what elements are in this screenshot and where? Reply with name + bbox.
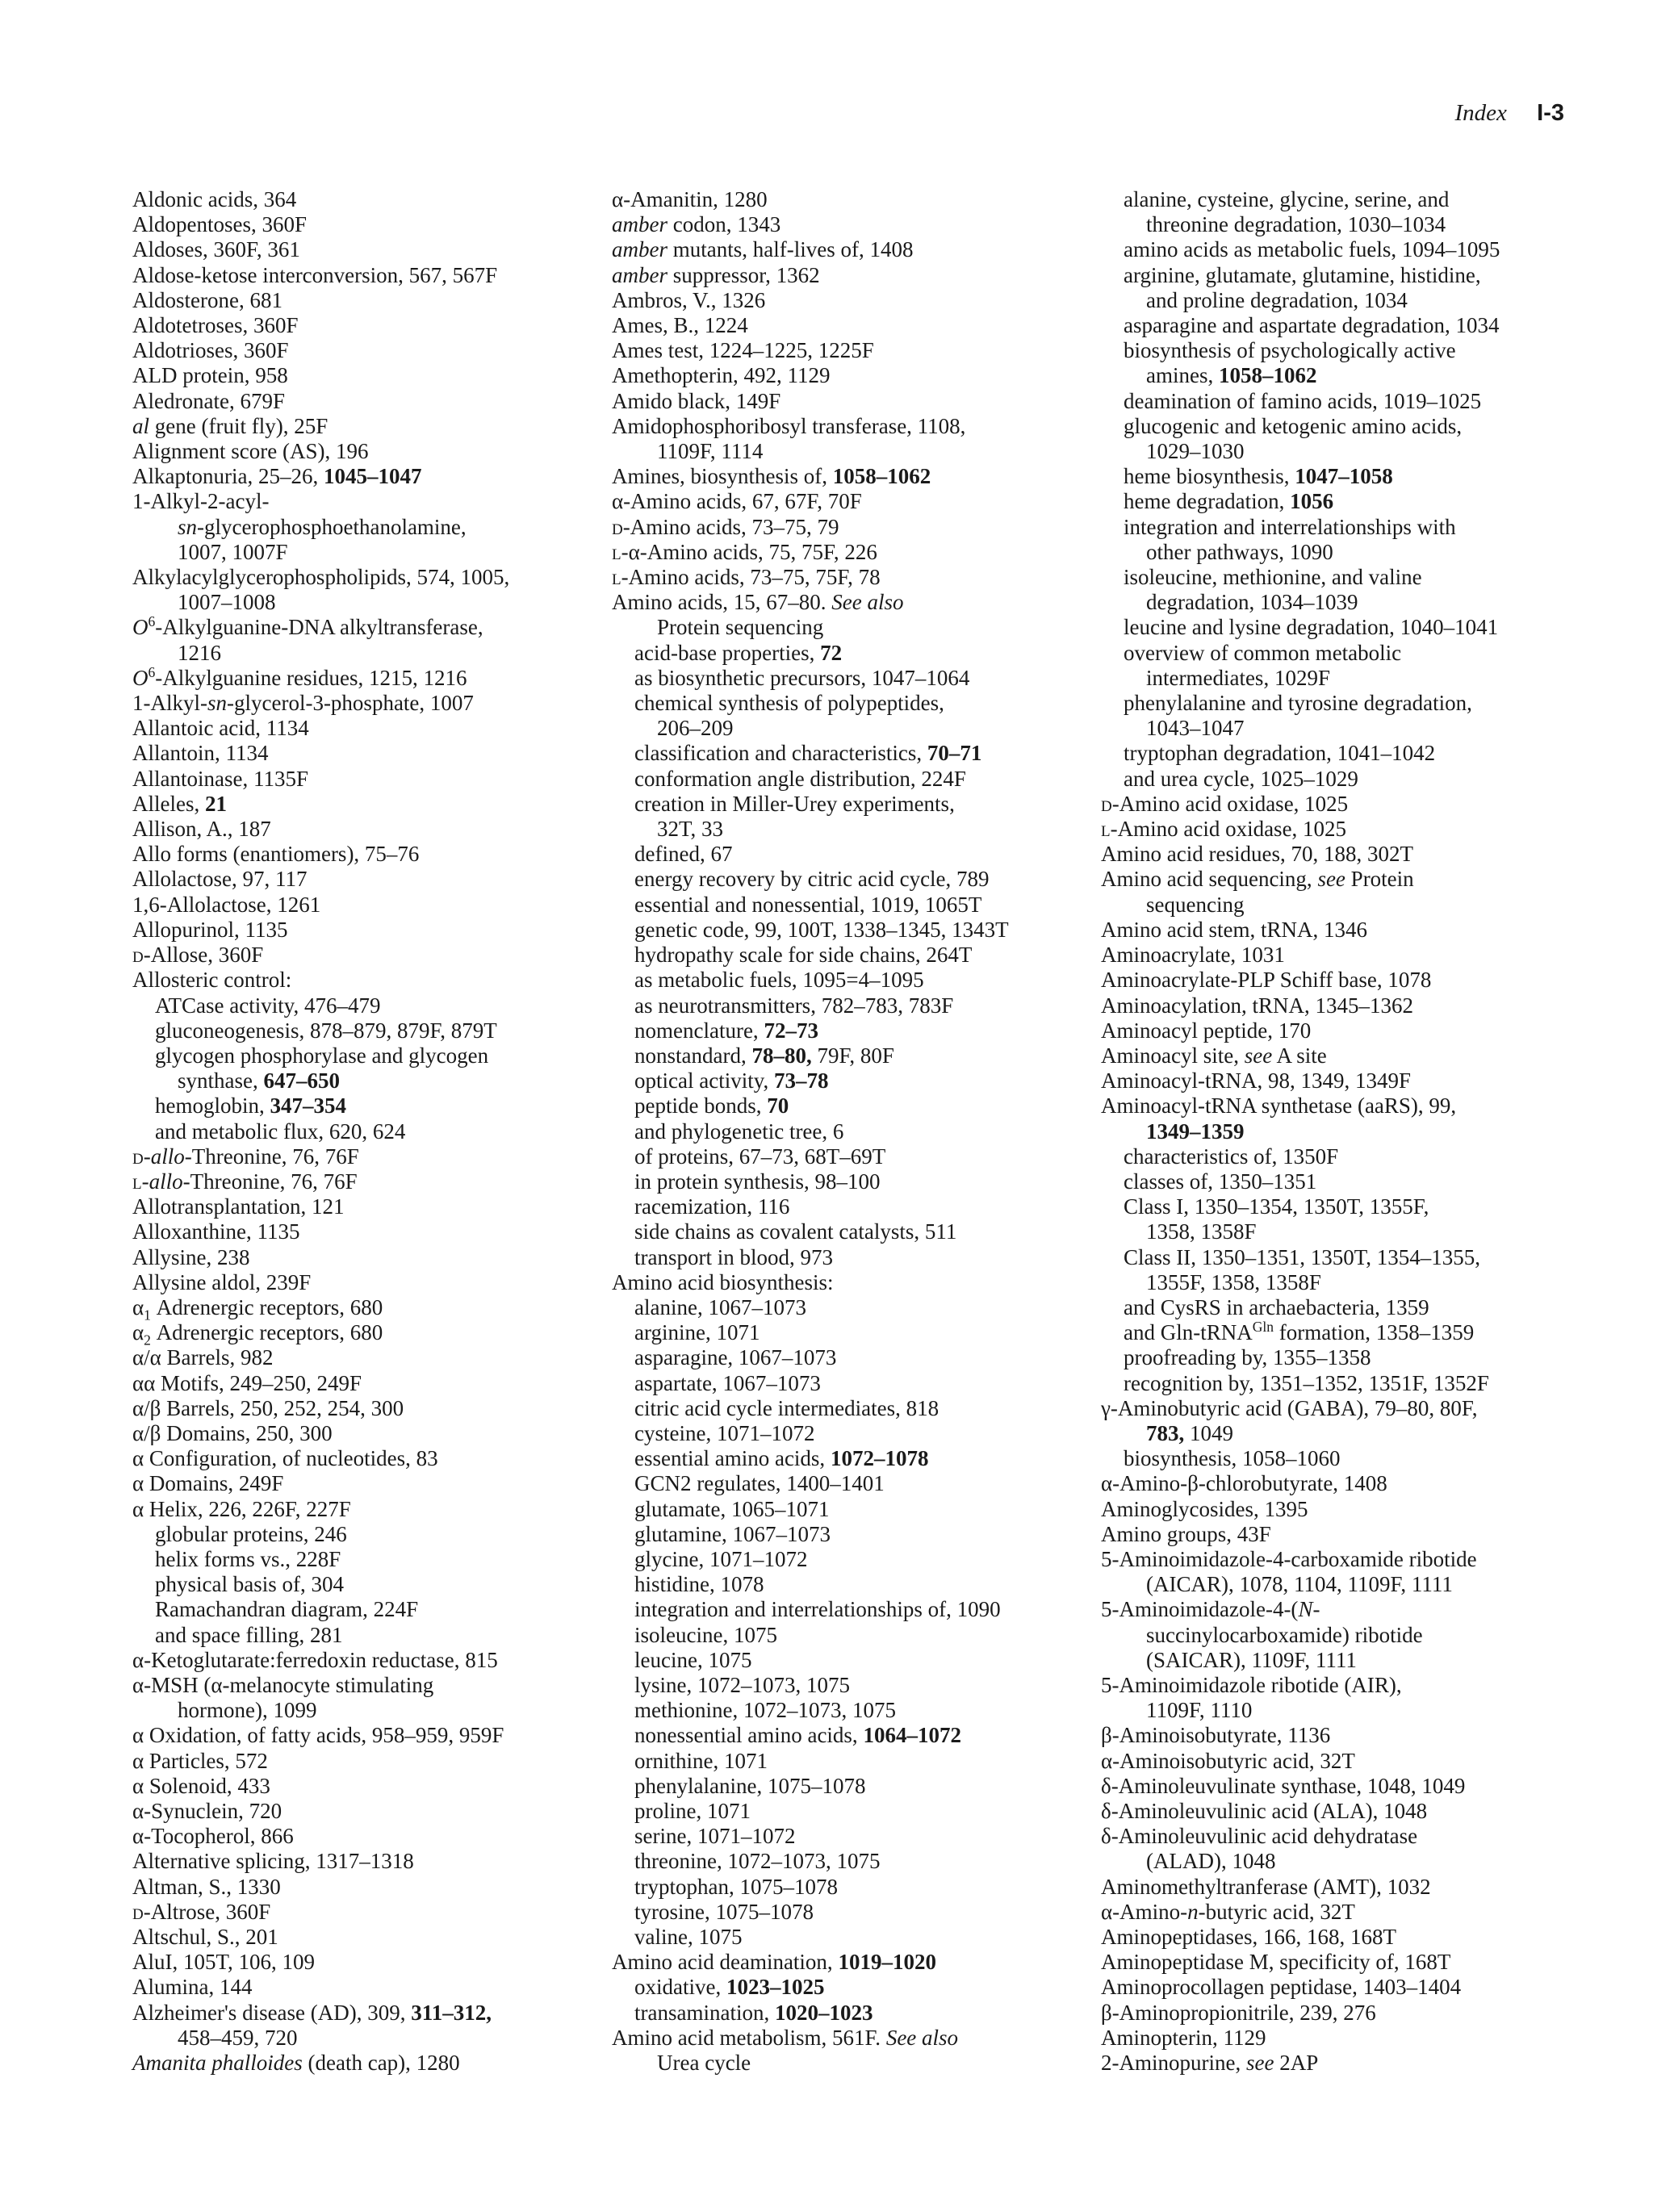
index-subentry: proofreading by, 1355–1358 (1124, 1345, 1371, 1370)
index-subentry: oxidative, 1023–1025 (634, 1975, 825, 2000)
index-entry: α/β Barrels, 250, 252, 254, 300 (132, 1395, 404, 1420)
index-entry: Allotransplantation, 121 (132, 1194, 345, 1219)
index-entry: Amino acid metabolism, 561F. See also (612, 2025, 959, 2050)
index-subentry: and space filling, 281 (155, 1622, 343, 1647)
index-entry: Amino acid residues, 70, 188, 302T (1101, 842, 1413, 867)
index-entry: Ames, B., 1224 (612, 313, 748, 338)
index-subentry: defined, 67 (634, 842, 733, 867)
index-entry: Altschul, S., 201 (132, 1925, 278, 1950)
index-entry: amber mutants, half-lives of, 1408 (612, 237, 914, 262)
index-entry: αα Motifs, 249–250, 249F (132, 1370, 362, 1395)
index-subentry: nomenclature, 72–73 (634, 1018, 818, 1043)
index-subentry: phenylalanine, 1075–1078 (634, 1773, 866, 1798)
index-subentry: essential amino acids, 1072–1078 (634, 1446, 929, 1471)
index-subentry: and metabolic flux, 620, 624 (155, 1119, 406, 1144)
index-entry: Aledronate, 679F (132, 388, 285, 413)
index-subentry: glutamine, 1067–1073 (634, 1521, 831, 1546)
index-subentry: as biosynthetic precursors, 1047–1064 (634, 665, 970, 690)
index-subentry: synthase, 647–650 (178, 1068, 340, 1093)
index-subentry: transamination, 1020–1023 (634, 2000, 873, 2025)
index-entry: δ-Aminoleuvulinic acid dehydratase (1101, 1824, 1418, 1849)
index-subentry: leucine, 1075 (634, 1647, 752, 1672)
index-subentry: of proteins, 67–73, 68T–69T (634, 1144, 886, 1169)
index-entry: α Helix, 226, 226F, 227F (132, 1496, 351, 1521)
index-entry: Aminoacrylate-PLP Schiff base, 1078 (1101, 968, 1432, 993)
index-subentry: optical activity, 73–78 (634, 1068, 829, 1093)
index-entry: α-MSH (α-melanocyte stimulating (132, 1672, 434, 1697)
index-entry: 5-Aminoimidazole ribotide (AIR), (1101, 1672, 1402, 1697)
index-entry: Alkaptonuria, 25–26, 1045–1047 (132, 464, 422, 489)
index-entry: α Configuration, of nucleotides, 83 (132, 1446, 438, 1471)
index-subentry: alanine, cysteine, glycine, serine, and (1124, 187, 1450, 211)
index-subentry: 1109F, 1114 (657, 439, 764, 464)
index-entry: $O^6$-Alkylguanine residues, 1215, 1216 (132, 663, 467, 690)
page-number: I-3 (1537, 100, 1564, 126)
index-entry: al gene (fruit fly), 25F (132, 413, 329, 438)
index-entry: l-Amino acids, 73–75, 75F, 78 (612, 565, 881, 590)
index-entry: δ-Aminoleuvulinate synthase, 1048, 1049 (1101, 1773, 1466, 1798)
index-subentry: and CysRS in archaebacteria, 1359 (1124, 1294, 1429, 1319)
index-entry: Allo forms (enantiomers), 75–76 (132, 842, 420, 867)
index-subentry: integration and interrelationships with (1124, 514, 1456, 539)
index-entry: Allantoic acid, 1134 (132, 716, 309, 741)
index-subentry: hormone), 1099 (178, 1698, 317, 1723)
index-entry: γ-Aminobutyric acid (GABA), 79–80, 80F, (1101, 1395, 1478, 1420)
index-subentry: cysteine, 1071–1072 (634, 1420, 815, 1445)
index-entry: Amido black, 149F (612, 388, 781, 413)
index-subentry: (ALAD), 1048 (1146, 1849, 1276, 1874)
index-subentry: proline, 1071 (634, 1799, 751, 1823)
index-entry: l-allo-Threonine, 76, 76F (132, 1169, 358, 1194)
index-subentry: genetic code, 99, 100T, 1338–1345, 1343T (634, 917, 1009, 942)
index-entry: Allolactose, 97, 117 (132, 867, 308, 892)
index-column-3 (1101, 187, 1585, 2076)
index-entry: Aldose-ketose interconversion, 567, 567F (132, 262, 498, 287)
index-entry: d-Altrose, 360F (132, 1899, 271, 1924)
index-subentry: 1029–1030 (1146, 439, 1245, 464)
index-entry: Allantoinase, 1135F (132, 766, 308, 791)
index-entry: Amethopterin, 492, 1129 (612, 363, 831, 388)
index-subentry: (AICAR), 1078, 1104, 1109F, 1111 (1146, 1572, 1453, 1597)
index-entry: AluI, 105T, 106, 109 (132, 1950, 315, 1975)
index-subentry: methionine, 1072–1073, 1075 (634, 1698, 896, 1723)
index-subentry: biosynthesis, 1058–1060 (1124, 1446, 1341, 1471)
index-entry: Ambros, V., 1326 (612, 287, 766, 312)
index-entry: δ-Aminoleuvulinic acid (ALA), 1048 (1101, 1799, 1428, 1823)
index-subentry: tryptophan, 1075–1078 (634, 1874, 838, 1899)
index-entry: $\alpha_1$ Adrenergic receptors, 680 (132, 1294, 383, 1323)
index-subentry: heme degradation, 1056 (1124, 489, 1334, 514)
index-subentry: sn-glycerophosphoethanolamine, (178, 514, 467, 539)
index-entry: α-Amino-β-chlorobutyrate, 1408 (1101, 1471, 1387, 1496)
index-entry: α Particles, 572 (132, 1748, 268, 1773)
index-subentry: nonessential amino acids, 1064–1072 (634, 1723, 961, 1748)
index-entry: Aldonic acids, 364 (132, 187, 297, 211)
index-subentry: leucine and lysine degradation, 1040–1041 (1124, 615, 1499, 640)
running-title: Index (1454, 100, 1507, 126)
index-entry: Alleles, 21 (132, 791, 227, 816)
index-entry: Aminoacyl peptide, 170 (1101, 1018, 1312, 1043)
index-entry: Aldoses, 360F, 361 (132, 237, 300, 262)
index-subentry: as metabolic fuels, 1095=4–1095 (634, 968, 924, 993)
index-entry: d-Allose, 360F (132, 943, 264, 968)
index-subentry: 206–209 (657, 716, 734, 741)
index-entry: Allantoin, 1134 (132, 741, 269, 766)
index-subentry: tyrosine, 1075–1078 (634, 1899, 814, 1924)
index-entry: Aldosterone, 681 (132, 287, 282, 312)
index-subentry: biosynthesis of psychologically active (1124, 338, 1456, 363)
index-subentry: classification and characteristics, 70–71 (634, 741, 982, 766)
index-subentry: 1349–1359 (1146, 1119, 1245, 1144)
index-entry: $O^6-Alkylguanine$-DNA alkyltransferase, (132, 613, 483, 640)
index-entry: Amino acid deamination, 1019–1020 (612, 1950, 936, 1975)
index-entry: Aminoacrylate, 1031 (1101, 943, 1285, 968)
index-subentry: integration and interrelationships of, 1090 (634, 1597, 1001, 1622)
index-subentry: Ramachandran diagram, 224F (155, 1597, 419, 1622)
index-subentry: glycogen phosphorylase and glycogen (155, 1043, 489, 1068)
index-subentry: succinylocarboxamide) ribotide (1146, 1622, 1423, 1647)
index-subentry: arginine, glutamate, glutamine, histidine, (1124, 262, 1481, 287)
index-entry: β-Aminoisobutyrate, 1136 (1101, 1723, 1331, 1748)
index-subentry: 1007, 1007F (178, 539, 288, 564)
index-subentry: 458–459, 720 (178, 2025, 298, 2050)
index-subentry: phenylalanine and tyrosine degradation, (1124, 691, 1472, 716)
index-entry: α-Amino acids, 67, 67F, 70F (612, 489, 862, 514)
index-subentry: peptide bonds, 70 (634, 1093, 789, 1119)
index-subentry: 1007–1008 (178, 590, 276, 615)
index-subentry: Class I, 1350–1354, 1350T, 1355F, (1124, 1194, 1429, 1219)
index-subentry: other pathways, 1090 (1146, 539, 1333, 564)
index-entry: Amines, biosynthesis of, 1058–1062 (612, 464, 931, 489)
index-subentry: glutamate, 1065–1071 (634, 1496, 830, 1521)
index-column-1 (132, 187, 617, 2076)
index-subentry: valine, 1075 (634, 1925, 743, 1950)
index-entry: amber suppressor, 1362 (612, 262, 820, 287)
index-entry: α-Synuclein, 720 (132, 1799, 282, 1823)
index-entry: β-Aminopropionitrile, 239, 276 (1101, 2000, 1376, 2025)
index-subentry: aspartate, 1067–1073 (634, 1370, 821, 1395)
index-subentry: glycine, 1071–1072 (634, 1546, 808, 1571)
index-subentry: and urea cycle, 1025–1029 (1124, 766, 1358, 791)
index-entry: 5-Aminoimidazole-4-carboxamide ribotide (1101, 1546, 1477, 1571)
index-subentry: ATCase activity, 476–479 (155, 993, 381, 1018)
index-subentry: isoleucine, methionine, and valine (1124, 565, 1422, 590)
index-entry: Alumina, 144 (132, 1975, 253, 2000)
index-entry: Aminopeptidase M, specificity of, 168T (1101, 1950, 1451, 1975)
index-subentry: transport in blood, 973 (634, 1244, 833, 1269)
index-subentry: as neurotransmitters, 782–783, 783F (634, 993, 954, 1018)
index-entry: Alignment score (AS), 196 (132, 439, 369, 464)
index-subentry: glucogenic and ketogenic amino acids, (1124, 413, 1463, 438)
index-entry: α Domains, 249F (132, 1471, 284, 1496)
running-head (1455, 100, 1565, 127)
index-entry: α Solenoid, 433 (132, 1773, 270, 1798)
index-subentry: 783, 1049 (1146, 1420, 1233, 1445)
index-subentry: and Gln-tRNA$^{Gln}$ formation, 1358–1359 (1124, 1319, 1475, 1345)
index-entry: ALD protein, 958 (132, 363, 288, 388)
index-entry: d-allo-Threonine, 76, 76F (132, 1144, 359, 1169)
index-subentry: degradation, 1034–1039 (1146, 590, 1358, 615)
index-subentry: serine, 1071–1072 (634, 1824, 796, 1849)
index-subentry: 1109F, 1110 (1146, 1698, 1253, 1723)
index-entry: Allysine, 238 (132, 1244, 250, 1269)
index-subentry: histidine, 1078 (634, 1572, 764, 1597)
index-subentry: amino acids as metabolic fuels, 1094–1095 (1124, 237, 1500, 262)
index-entry: $\alpha_2$ Adrenergic receptors, 680 (132, 1320, 383, 1349)
index-entry: Aldotrioses, 360F (132, 338, 289, 363)
index-entry: l-Amino acid oxidase, 1025 (1101, 817, 1347, 842)
index-entry: Ames test, 1224–1225, 1225F (612, 338, 874, 363)
index-subentry: arginine, 1071 (634, 1320, 760, 1345)
index-subentry: heme biosynthesis, 1047–1058 (1124, 464, 1393, 489)
index-entry: Amino acid biosynthesis: (612, 1269, 834, 1294)
index-subentry: chemical synthesis of polypeptides, (634, 691, 944, 716)
index-entry: Alkylacylglycerophospholipids, 574, 1005, (132, 565, 510, 590)
index-entry: Amanita phalloides (death cap), 1280 (132, 2051, 460, 2076)
index-entry: Amino acid stem, tRNA, 1346 (1101, 917, 1367, 942)
index-subentry: Urea cycle (657, 2051, 751, 2076)
index-entry: α/β Domains, 250, 300 (132, 1420, 333, 1445)
index-subentry: gluconeogenesis, 878–879, 879F, 879T (155, 1018, 497, 1043)
index-entry: Aminoacyl site, see A site (1101, 1043, 1327, 1068)
index-subentry: essential and nonessential, 1019, 1065T (634, 892, 982, 917)
index-subentry: 32T, 33 (657, 817, 723, 842)
index-subentry: acid-base properties, 72 (634, 640, 843, 665)
index-subentry: overview of common metabolic (1124, 640, 1402, 665)
index-entry: 2-Aminopurine, see 2AP (1101, 2051, 1319, 2076)
index-entry: Aminopeptidases, 166, 168, 168T (1101, 1925, 1396, 1950)
index-entry: α-Tocopherol, 866 (132, 1824, 294, 1849)
index-entry: Aminoacylation, tRNA, 1345–1362 (1101, 993, 1413, 1018)
index-subentry: tryptophan degradation, 1041–1042 (1124, 741, 1436, 766)
index-entry: α-Aminoisobutyric acid, 32T (1101, 1748, 1355, 1773)
index-subentry: intermediates, 1029F (1146, 665, 1330, 690)
index-subentry: lysine, 1072–1073, 1075 (634, 1672, 850, 1697)
index-subentry: and phylogenetic tree, 6 (634, 1119, 844, 1144)
index-column-2 (612, 187, 1088, 2076)
index-subentry: asparagine, 1067–1073 (634, 1345, 837, 1370)
index-subentry: side chains as covalent catalysts, 511 (634, 1219, 957, 1244)
index-entry: α Oxidation, of fatty acids, 958–959, 959F (132, 1723, 504, 1748)
index-entry: Amino acid sequencing, see Protein (1101, 867, 1414, 892)
index-subentry: isoleucine, 1075 (634, 1622, 777, 1647)
index-subentry: threonine, 1072–1073, 1075 (634, 1849, 881, 1874)
index-subentry: helix forms vs., 228F (155, 1546, 341, 1571)
index-entry: d-Amino acid oxidase, 1025 (1101, 791, 1349, 816)
index-subentry: hydropathy scale for side chains, 264T (634, 943, 973, 968)
index-subentry: 1355F, 1358, 1358F (1146, 1269, 1321, 1294)
index-entry: Aminoacyl-tRNA synthetase (aaRS), 99, (1101, 1093, 1457, 1119)
index-subentry: recognition by, 1351–1352, 1351F, 1352F (1124, 1370, 1489, 1395)
index-subentry: nonstandard, 78–80, 79F, 80F (634, 1043, 894, 1068)
index-entry: Amino acids, 15, 67–80. See also (612, 590, 904, 615)
index-entry: Altman, S., 1330 (132, 1874, 281, 1899)
index-entry: Allysine aldol, 239F (132, 1269, 312, 1294)
index-entry: Allosteric control: (132, 968, 292, 993)
index-entry: 1-Alkyl-2-acyl- (132, 489, 270, 514)
index-entry: Aldotetroses, 360F (132, 313, 299, 338)
index-subentry: asparagine and aspartate degradation, 1034 (1124, 313, 1500, 338)
index-entry: α/α Barrels, 982 (132, 1345, 274, 1370)
index-entry: 5-Aminoimidazole-4-(N- (1101, 1597, 1320, 1622)
index-subentry: 1043–1047 (1146, 716, 1245, 741)
index-subentry: physical basis of, 304 (155, 1572, 344, 1597)
index-entry: Alloxanthine, 1135 (132, 1219, 300, 1244)
index-entry: 1-Alkyl-sn-glycerol-3-phosphate, 1007 (132, 691, 474, 716)
index-entry: Aminopterin, 1129 (1101, 2025, 1266, 2050)
index-entry: Amino groups, 43F (1101, 1521, 1271, 1546)
index-subentry: 1358, 1358F (1146, 1219, 1257, 1244)
index-entry: d-Amino acids, 73–75, 79 (612, 514, 839, 539)
index-entry: Aminomethyltranferase (AMT), 1032 (1101, 1874, 1431, 1899)
index-entry: Allopurinol, 1135 (132, 917, 288, 942)
index-entry: α-Amanitin, 1280 (612, 187, 768, 211)
index-subentry: hemoglobin, 347–354 (155, 1093, 346, 1119)
index-subentry: racemization, 116 (634, 1194, 790, 1219)
index-subentry: conformation angle distribution, 224F (634, 766, 966, 791)
index-subentry: deamination of famino acids, 1019–1025 (1124, 388, 1482, 413)
index-subentry: Protein sequencing (657, 615, 824, 640)
index-entry: l-α-Amino acids, 75, 75F, 226 (612, 539, 877, 564)
index-subentry: energy recovery by citric acid cycle, 789 (634, 867, 990, 892)
index-entry: Aldopentoses, 360F (132, 212, 307, 237)
index-entry: Allison, A., 187 (132, 817, 271, 842)
index-subentry: Class II, 1350–1351, 1350T, 1354–1355, (1124, 1244, 1480, 1269)
index-entry: Aminoglycosides, 1395 (1101, 1496, 1308, 1521)
index-subentry: in protein synthesis, 98–100 (634, 1169, 881, 1194)
index-subentry: globular proteins, 246 (155, 1521, 347, 1546)
index-subentry: characteristics of, 1350F (1124, 1144, 1339, 1169)
index-subentry: sequencing (1146, 892, 1245, 917)
index-subentry: ornithine, 1071 (634, 1748, 768, 1773)
index-entry: Aminoacyl-tRNA, 98, 1349, 1349F (1101, 1068, 1411, 1093)
index-subentry: creation in Miller-Urey experiments, (634, 791, 955, 816)
index-subentry: 1216 (178, 640, 221, 665)
index-entry: Amidophosphoribosyl transferase, 1108, (612, 413, 966, 438)
index-subentry: alanine, 1067–1073 (634, 1294, 806, 1319)
index-entry: Aminoprocollagen peptidase, 1403–1404 (1101, 1975, 1462, 2000)
index-entry: amber codon, 1343 (612, 212, 781, 237)
index-entry: α-Amino-n-butyric acid, 32T (1101, 1899, 1355, 1924)
index-subentry: citric acid cycle intermediates, 818 (634, 1395, 939, 1420)
index-entry: 1,6-Allolactose, 1261 (132, 892, 321, 917)
index-entry: Alternative splicing, 1317–1318 (132, 1849, 414, 1874)
index-subentry: and proline degradation, 1034 (1146, 287, 1408, 312)
index-subentry: threonine degradation, 1030–1034 (1146, 212, 1446, 237)
index-entry: α-Ketoglutarate:ferredoxin reductase, 815 (132, 1647, 498, 1672)
index-subentry: classes of, 1350–1351 (1124, 1169, 1317, 1194)
index-subentry: (SAICAR), 1109F, 1111 (1146, 1647, 1357, 1672)
index-entry: Alzheimer's disease (AD), 309, 311–312, (132, 2000, 492, 2025)
index-subentry: GCN2 regulates, 1400–1401 (634, 1471, 885, 1496)
index-subentry: amines, 1058–1062 (1146, 363, 1317, 388)
